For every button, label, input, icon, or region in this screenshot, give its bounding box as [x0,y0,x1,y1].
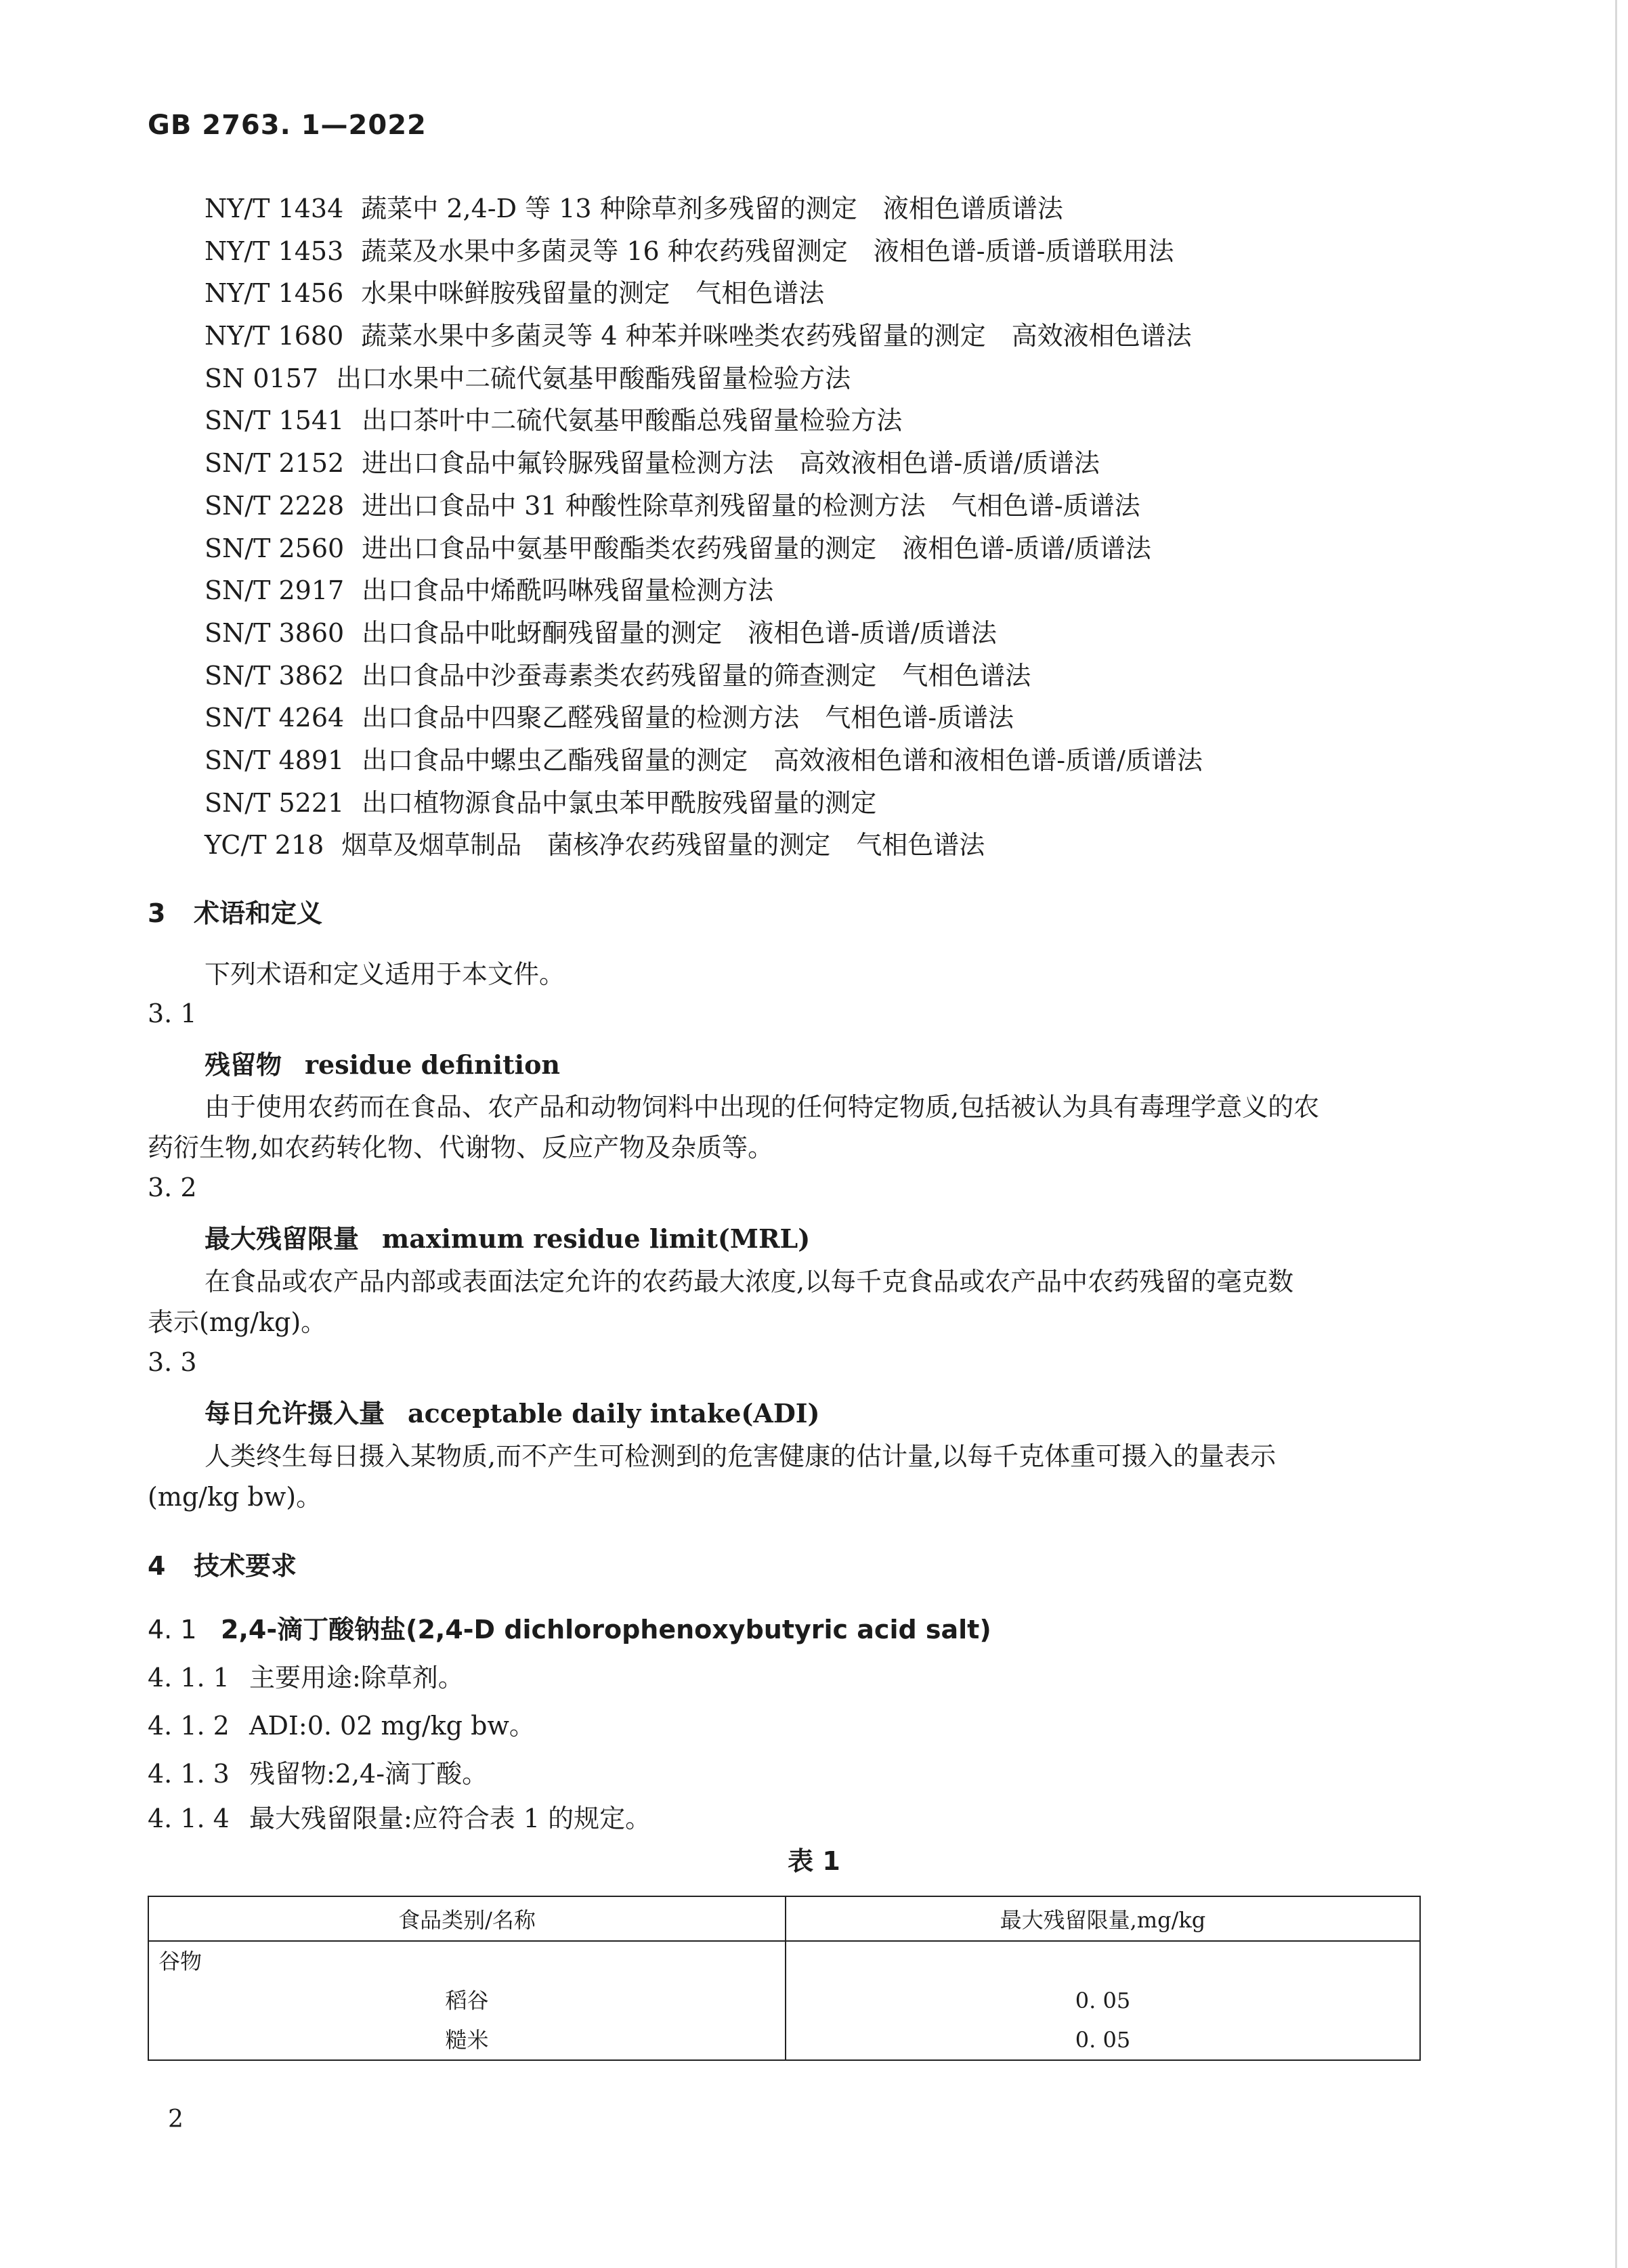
clause-number: 4. 1. 3 [148,1759,230,1789]
section-heading [148,1545,297,1582]
mrl-table [148,1896,1421,2061]
reference-item [205,399,1203,442]
section-title: 术语和定义 [194,898,323,928]
column-header-mrl: 最大残留限量,mg/kg [786,1896,1420,1941]
reference-title: 进出口食品中氨基甲酸酯类农药残留量的测定 液相色谱-质谱/质谱法 [362,533,1151,563]
clause [148,1705,535,1742]
reference-item [205,655,1203,697]
reference-code: SN/T 5221 [205,787,345,818]
clause-number: 4. 1. 2 [148,1711,230,1741]
clause-text: 最大残留限量:应符合表 1 的规定。 [249,1804,651,1833]
reference-item [205,569,1203,612]
term-name-cn: 每日允许摄入量 [205,1399,385,1429]
mrl-value: 0. 05 [1075,1988,1131,2013]
blank-line [786,1942,1419,1981]
clause [148,1753,488,1790]
reference-code: SN/T 2152 [205,448,345,479]
term-heading [205,1218,810,1255]
food-category-cell [148,1941,786,2060]
table-caption: 表 1 [788,1846,840,1876]
food-name: 稻谷 [445,1988,489,2013]
reference-title: 进出口食品中氟铃脲残留量检测方法 高效液相色谱-质谱/质谱法 [362,448,1100,479]
reference-title: 出口食品中沙蚕毒素类农药残留量的筛查测定 气相色谱法 [362,660,1031,691]
term-definition: 药衍生物,如农药转化物、代谢物、反应产物及杂质等。 [148,1133,774,1162]
term-number: 3. 1 [148,999,197,1028]
reference-title: 烟草及烟草制品 菌核净农药残留量的测定 气相色谱法 [341,830,985,860]
reference-title: 蔬菜水果中多菌灵等 4 种苯并咪唑类农药残留量的测定 高效液相色谱法 [361,321,1192,351]
section-number: 4 [148,1551,166,1581]
reference-code: SN/T 2560 [205,533,345,563]
term-name-cn: 残留物 [205,1050,282,1080]
reference-item [205,782,1203,825]
reference-code: NY/T 1434 [205,194,344,223]
term-definition: (mg/kg bw)。 [148,1482,322,1512]
term-definition: 由于使用农药而在食品、农产品和动物饲料中出现的任何特定物质,包括被认为具有毒理学意义的农 [205,1092,1320,1122]
reference-item [205,527,1203,570]
table-header-row [148,1896,1420,1941]
reference-code: SN/T 4264 [205,703,345,733]
reference-code: SN/T 2917 [205,575,345,606]
reference-code: SN/T 3862 [205,660,345,691]
term-definition: 在食品或农产品内部或表面法定允许的农药最大浓度,以每千克食品或农产品中农药残留的毫克数 [205,1267,1294,1296]
clause-text: 残留物:2,4-滴丁酸。 [249,1759,488,1789]
term-definition: 表示(mg/kg)。 [148,1307,327,1337]
section-title: 技术要求 [194,1551,297,1581]
reference-title: 水果中咪鲜胺残留量的测定 气相色谱法 [361,278,825,309]
term-number: 3. 3 [148,1347,197,1377]
reference-item [205,612,1203,655]
standard-code-header: GB 2763. 1—2022 [148,110,427,141]
page-number: 2 [168,2106,184,2133]
mrl-value: 0. 05 [1075,2027,1131,2053]
reference-code: NY/T 1453 [205,236,344,266]
clause-number: 4. 1. 4 [148,1804,230,1833]
clause [148,1657,464,1694]
reference-title: 出口水果中二硫代氨基甲酸酯残留量检验方法 [336,363,851,393]
section-intro: 下列术语和定义适用于本文件。 [205,959,565,989]
reference-title: 进出口食品中 31 种酸性除草剂残留量的检测方法 气相色谱-质谱法 [362,490,1140,521]
reference-item [205,739,1203,782]
clause-text: ADI:0. 02 mg/kg bw。 [249,1711,535,1741]
reference-code: SN 0157 [205,363,319,393]
reference-title: 出口食品中吡蚜酮残留量的测定 液相色谱-质谱/质谱法 [362,617,997,648]
term-heading [205,1044,560,1081]
term-heading [205,1393,820,1430]
page-edge [1615,0,1617,2268]
reference-title: 出口茶叶中二硫代氨基甲酸酯总残留量检验方法 [362,406,903,436]
column-header-food: 食品类别/名称 [148,1896,786,1941]
normative-references-list [205,188,1203,867]
term-name-en: acceptable daily intake(ADI) [408,1398,820,1429]
reference-item [205,357,1203,400]
reference-item [205,485,1203,527]
reference-code: NY/T 1456 [205,278,344,309]
subsection-number: 4. 1 [148,1615,197,1644]
reference-code: SN/T 1541 [205,406,345,436]
reference-item [205,230,1203,273]
reference-title: 蔬菜及水果中多菌灵等 16 种农药残留测定 液相色谱-质谱-质谱联用法 [361,236,1174,266]
term-name-en: residue definition [305,1049,561,1080]
reference-title: 出口植物源食品中氯虫苯甲酰胺残留量的测定 [362,787,877,818]
reference-item [205,697,1203,739]
reference-title: 出口食品中烯酰吗啉残留量检测方法 [362,575,774,606]
reference-code: SN/T 3860 [205,617,345,648]
subsection-title: 2,4-滴丁酸钠盐(2,4-D dichlorophenoxybutyric acid salt) [221,1615,991,1644]
clause [148,1797,651,1835]
term-name-en: maximum residue limit(MRL) [382,1223,811,1254]
reference-title: 出口食品中螺虫乙酯残留量的测定 高效液相色谱和液相色谱-质谱/质谱法 [362,745,1203,775]
reference-item [205,824,1203,867]
reference-title: 蔬菜中 2,4-D 等 13 种除草剂多残留的测定 液相色谱质谱法 [361,194,1063,223]
reference-item [205,442,1203,485]
reference-code: SN/T 2228 [205,490,345,521]
food-category: 谷物 [158,1948,202,1974]
reference-item [205,188,1203,230]
table-row [148,1941,1420,2060]
term-name-cn: 最大残留限量 [205,1224,360,1254]
clause-number: 4. 1. 1 [148,1663,230,1693]
section-number: 3 [148,898,166,928]
reference-item [205,272,1203,315]
term-number: 3. 2 [148,1173,197,1202]
clause-text: 主要用途:除草剂。 [249,1663,464,1693]
reference-code: NY/T 1680 [205,321,344,351]
reference-code: YC/T 218 [205,830,324,860]
food-name: 糙米 [445,2027,489,2053]
reference-item [205,315,1203,357]
reference-code: SN/T 4891 [205,745,345,775]
term-definition: 人类终生每日摄入某物质,而不产生可检测到的危害健康的估计量,以每千克体重可摄入的量表示 [205,1441,1277,1471]
reference-title: 出口食品中四聚乙醛残留量的检测方法 气相色谱-质谱法 [362,703,1014,733]
mrl-value-cell [786,1941,1420,2060]
section-heading [148,892,322,930]
subsection-heading [148,1609,991,1646]
